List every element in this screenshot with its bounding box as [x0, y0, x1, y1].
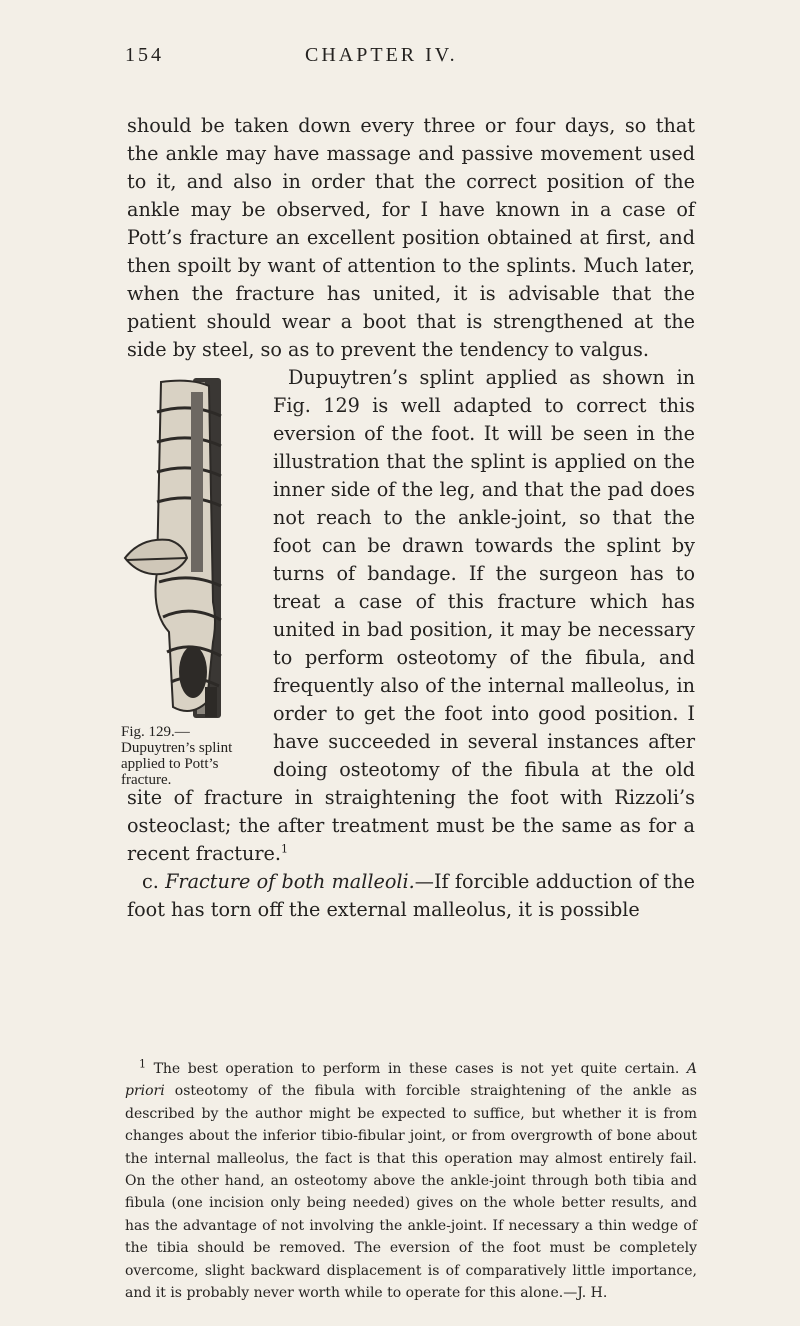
- footnote-lead: The best operation to perform in these cases is not yet quite certain.: [153, 1061, 680, 1077]
- section-title: Fracture of both malleoli.: [165, 870, 415, 893]
- page-header: [125, 44, 675, 74]
- section-label: c.: [142, 870, 159, 893]
- paragraph-3: [127, 868, 695, 924]
- main-text: [121, 112, 695, 924]
- footnotes: [125, 1058, 697, 1304]
- footnote-text: osteotomy of the fibula with forcible straightening of the ankle as described by the author might be expected to suffice, but whether it is from changes about the inferior tibio-fibular joint, or from overgrowth of bone about the internal malleolus, the fact is that this operation may almost entirely fail. On the other hand, an osteotomy above the ankle-joint through both tibia and fibula (one incision only being needed) gives on the whole better results, and has the advantage of not involving the ankle-joint. If necessary a thin wedge of the tibia should be removed. The eversion of the foot must be completely overcome, slight backward displacement is of comparatively little importance, and it is probably never worth while to operate for this alone.—J. H.: [125, 1083, 697, 1302]
- figure-caption: Fig. 129.—Dupuytren’s splint applied to Pott’s fracture.: [121, 724, 233, 788]
- paragraph-3-text: —If forcible adduction of the foot has torn off the external malleolus, it is possible: [127, 870, 695, 921]
- footnote-marker: 1: [139, 1057, 146, 1071]
- footnote-reference: 1: [280, 842, 288, 856]
- chapter-title: CHAPTER IV.: [305, 44, 458, 66]
- footnote-italic-lead: A priori: [125, 1061, 698, 1100]
- paragraph-1: should be taken down every three or four days, so that the ankle may have massage and passive movement used to it, and also in order that the correct position of the ankle may be observed, for I have known in a case of Pott’s fracture an excellent position obtained at first, and then spoilt by want of attention to the splints. Much later, when the fracture has united, it is advisable that the patient should wear a boot that is strengthened at the side by steel, so as to prevent the tendency to valgus.: [127, 114, 695, 361]
- page-number: 154: [125, 44, 164, 66]
- splint-illustration: [121, 372, 241, 724]
- footnote-1: [125, 1058, 697, 1304]
- figure-129: [121, 372, 261, 788]
- paragraph-2-text: Dupuytren’s splint applied as shown in Fig. 129 is well adapted to correct this eversion of the foot. It will be seen in the illustration that the splint is applied on the inner side of the leg, and that the pad does not reach to the ankle-joint, so that the foot can be drawn towards the splint by turns of bandage. If the surgeon has to treat a case of this fracture which has united in bad position, it may be necessary to perform osteotomy of the fibula, and frequently also of the internal malleolus, in order to get the foot into good position. I have succeeded in several instances after doing osteotomy of the fibula at the old site of fracture in straightening the foot with Rizzoli’s osteoclast; the after treatment must be the same as for a recent fracture.: [127, 366, 695, 865]
